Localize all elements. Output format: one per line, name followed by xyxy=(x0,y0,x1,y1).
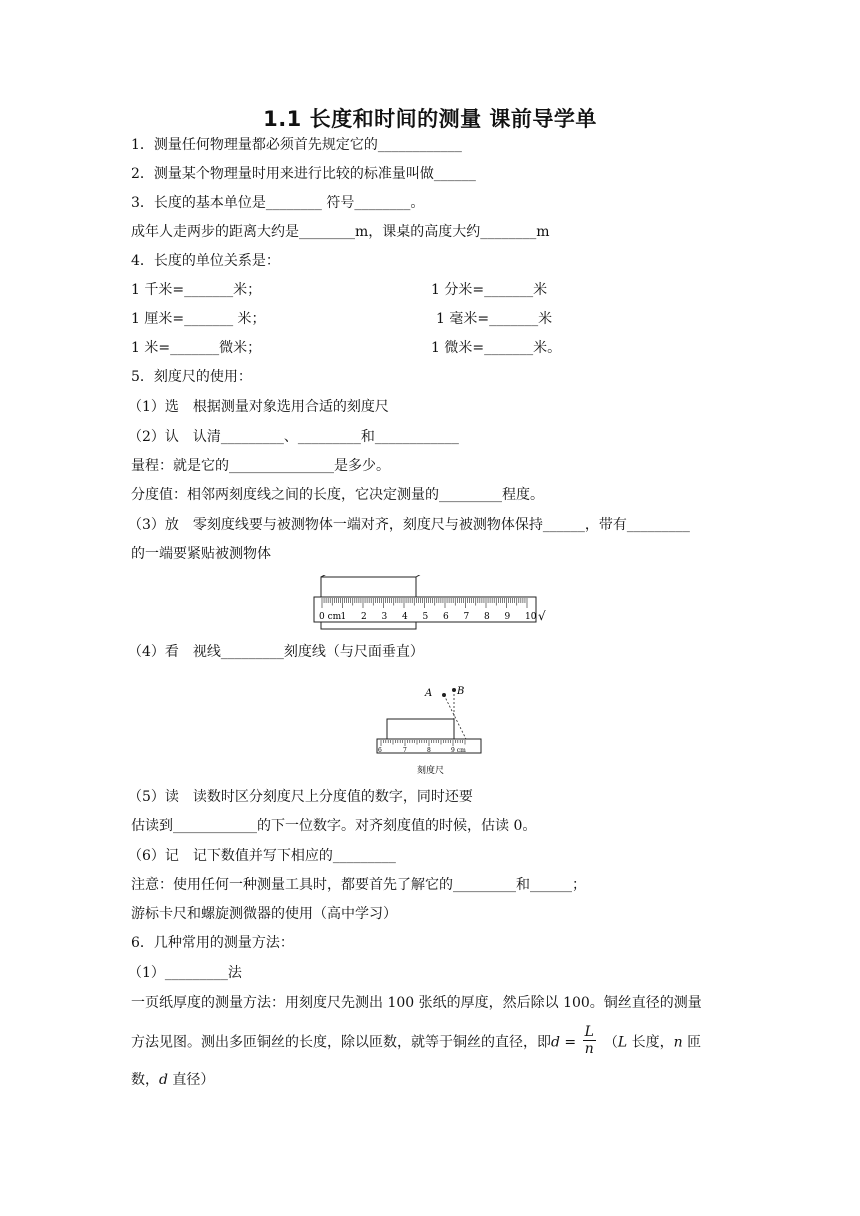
ruler-label-6: 6 xyxy=(443,612,449,622)
step-look: （4）看 视线_________刻度线（与尺面垂直） xyxy=(128,644,424,660)
ruler-figure xyxy=(310,575,550,635)
unit-um: 1 微米=_______米。 xyxy=(431,340,562,356)
question-3: 3．长度的基本单位是________ 符号________。 xyxy=(131,195,425,211)
division-definition: 分度值：相邻两刻度线之间的长度，它决定测量的_________程度。 xyxy=(131,487,544,503)
check-mark: √ xyxy=(538,609,546,623)
question-6-heading: 6．几种常用的测量方法： xyxy=(131,935,294,951)
label-b: B xyxy=(457,686,465,697)
ruler-label-5: 5 xyxy=(422,612,429,622)
note-advanced: 游标卡尺和螺旋测微器的使用（高中学习） xyxy=(131,906,397,922)
ruler-label-1: 1 xyxy=(340,612,347,622)
step-recognize: （2）认 认清_________、_________和____________ xyxy=(128,429,459,445)
page-title: 1.1 长度和时间的测量 课前导学单 xyxy=(263,107,597,131)
unit-row-2 xyxy=(131,310,553,328)
ruler-small-label-1: 7 xyxy=(403,747,407,754)
question-4-heading: 4．长度的单位关系是： xyxy=(131,253,280,269)
ruler-label-2: 2 xyxy=(361,612,367,622)
unit-row-1 xyxy=(131,281,548,299)
note: 注意：使用任何一种测量工具时，都要首先了解它的_________和______； xyxy=(131,877,586,893)
ruler-label-4: 4 xyxy=(402,612,408,622)
question-5-heading: 5．刻度尺的使用： xyxy=(131,369,252,385)
step-select: （1）选 根据测量对象选用合适的刻度尺 xyxy=(128,399,389,415)
step-place-continued: 的一端要紧贴被测物体 xyxy=(131,546,271,562)
method-1-paper: 一页纸厚度的测量方法：用刻度尺先测出 100 张纸的厚度，然后除以 100。铜丝直径的测量 xyxy=(131,995,702,1011)
step-place: （3）放 零刻度线要与被测物体一端对齐，刻度尺与被测物体保持______，带有_________ xyxy=(128,517,690,533)
viewing-angle-figure xyxy=(375,683,485,781)
unit-km: 1 千米=_______米； xyxy=(131,282,262,298)
step-read: （5）读 读数时区分刻度尺上分度值的数字，同时还要 xyxy=(128,789,473,805)
method-1-wire-continued: 数，d 直径） xyxy=(131,1072,215,1088)
figure-caption: 刻度尺 xyxy=(417,766,445,776)
unit-row-3 xyxy=(131,339,562,357)
question-3-estimate: 成年人走两步的距离大约是________m，课桌的高度大约________m xyxy=(131,224,550,240)
formula-fraction: $\frac{L}{n}$ xyxy=(584,1024,594,1057)
step-record: （6）记 记下数值并写下相应的_________ xyxy=(128,848,396,864)
ruler-label-10: 10 xyxy=(525,612,537,622)
ruler-small-label-3: 9 cm xyxy=(451,747,466,754)
ruler-small-label-2: 8 xyxy=(427,747,431,754)
unit-mm: 1 毫米=_______米 xyxy=(436,311,553,327)
unit-cm: 1 厘米=_______ 米； xyxy=(131,311,266,327)
ruler-small-label-0: 6 xyxy=(378,747,382,754)
step-read-continued: 估读到____________的下一位数字。对齐刻度值的时候，估读 0。 xyxy=(131,818,537,834)
method-1: （1）_________法 xyxy=(128,965,242,981)
ruler-label-7: 7 xyxy=(463,612,470,622)
label-a: A xyxy=(425,688,433,699)
range-definition: 量程：就是它的_______________是多少。 xyxy=(131,458,390,474)
method-1-wire: 方法见图。测出多匝铜丝的长度，除以匝数，就等于铜丝的直径，即d = $\frac{L}{n}$ （L 长度，n 匝 xyxy=(131,1024,702,1057)
ruler-label-3: 3 xyxy=(381,612,388,622)
ruler-label-9: 9 xyxy=(504,612,511,622)
unit-m: 1 米=_______微米； xyxy=(131,340,262,356)
question-2: 2．测量某个物理量时用来进行比较的标准量叫做______ xyxy=(131,166,476,182)
ruler-label-8: 8 xyxy=(484,612,490,622)
ruler-label-0: 0 cm xyxy=(319,612,342,622)
question-1: 1．测量任何物理量都必须首先规定它的____________ xyxy=(131,137,462,153)
unit-dm: 1 分米=_______米 xyxy=(431,282,548,298)
